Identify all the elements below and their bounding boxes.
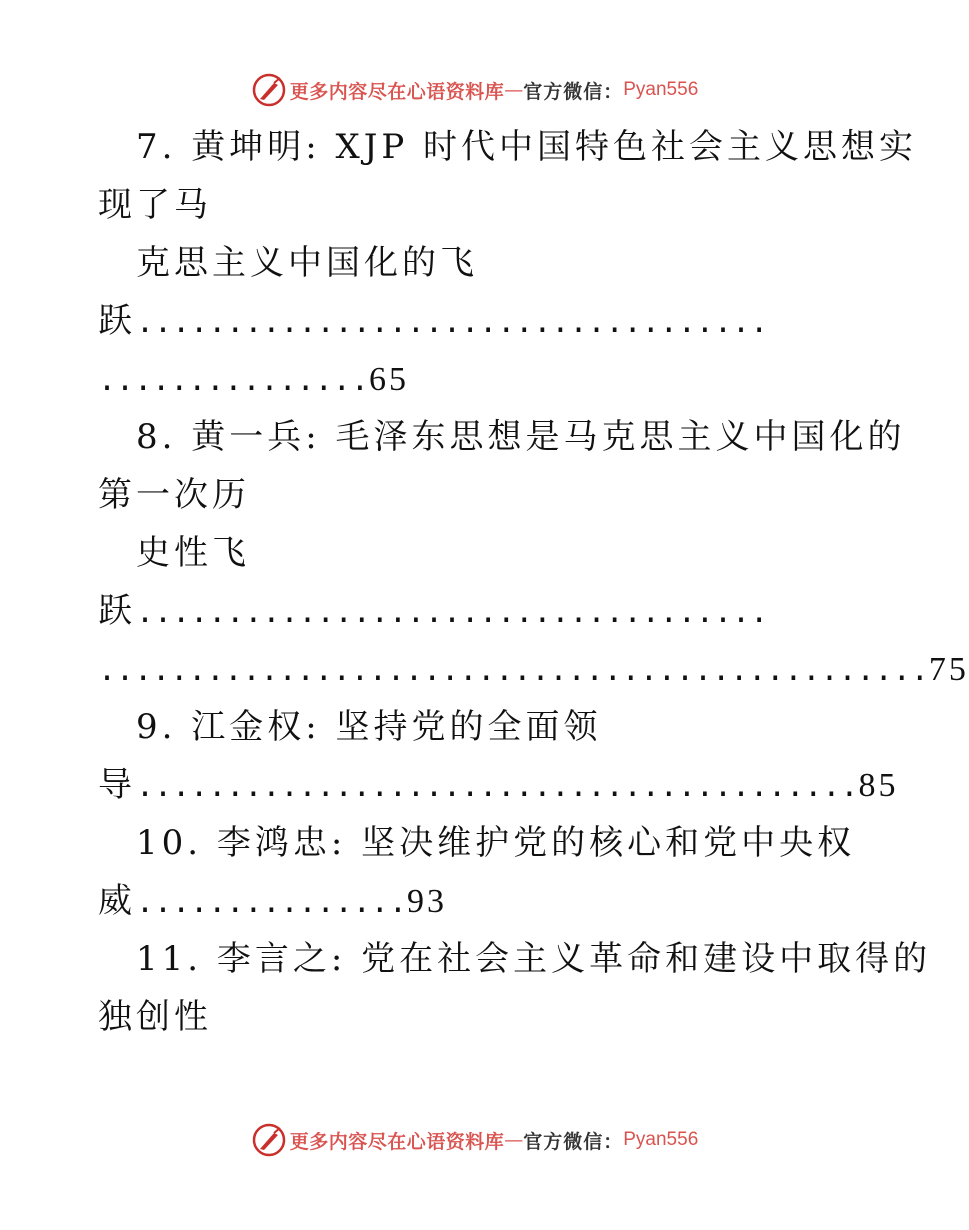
toc-leader-dots: ............... [136, 885, 407, 920]
toc-entry-10-title-tail: 威 [98, 881, 136, 921]
toc-entry-11-title-line2: 独创性 [98, 997, 212, 1037]
toc-entry-8-page-line [98, 640, 969, 698]
watermark-sub-text: 官方微信： [523, 1130, 624, 1153]
toc-leader-dots: ................................... [136, 305, 769, 340]
toc-entry-9-title-line1: 9. 江金权: 坚持党的全面领 [136, 707, 602, 747]
toc-entry-7-title-line1: 7. 黄坤明: XJP 时代中国特色社会主义思想实 [136, 127, 918, 167]
watermark-wechat-id: Pyan556 [623, 79, 699, 100]
toc-entry-7-title-tail: 跃 [98, 301, 136, 341]
toc-entry-10-leader-line [98, 872, 447, 930]
toc-entry-8-page-number: 75 [928, 651, 969, 688]
toc-entry-9-leader-line [98, 756, 898, 814]
quill-logo-icon [252, 73, 286, 107]
toc-entry-8-title-line1: 8. 黄一兵: 毛泽东思想是马克思主义中国化的 [136, 417, 906, 457]
toc-leader-dots: ........................................ [136, 769, 859, 804]
quill-logo-icon [252, 1123, 286, 1157]
toc-entry-7-title-line3: 克思主义中国化的飞 [136, 243, 478, 283]
footer-watermark [0, 1120, 950, 1160]
toc-entry-11-title-line1: 11. 李言之: 党在社会主义革命和建设中取得的 [136, 939, 932, 979]
watermark-dash: — [504, 79, 524, 101]
toc-entry-7-page-line [98, 350, 409, 408]
watermark-main-text: 更多内容尽在心语资料库 [289, 1130, 505, 1153]
watermark-dash: — [504, 1129, 524, 1151]
toc-entry-8-title-line3: 史性飞 [136, 533, 250, 573]
watermark-wechat-id: Pyan556 [623, 1129, 699, 1150]
toc-entry-8-leader-line [98, 582, 768, 640]
watermark-sub-text: 官方微信： [523, 80, 624, 103]
toc-entry-9-page-number: 85 [858, 767, 899, 804]
watermark-main-text: 更多内容尽在心语资料库 [289, 80, 505, 103]
toc-entry-10-page-number: 93 [406, 883, 447, 920]
toc-entry-10-title-line1: 10. 李鸿忠: 坚决维护党的核心和党中央权 [136, 823, 856, 863]
toc-leader-dots: .............................................. [98, 653, 929, 688]
toc-entry-7-page-number: 65 [368, 361, 409, 398]
toc-leader-dots: ............... [98, 363, 369, 398]
toc-entry-8-title-tail: 跃 [98, 591, 136, 631]
toc-entry-9-title-tail: 导 [98, 765, 136, 805]
toc-entry-8-title-line2: 第一次历 [98, 475, 250, 515]
toc-leader-dots: ................................... [136, 595, 769, 630]
header-watermark [0, 70, 950, 110]
toc-entry-7-leader-line [98, 292, 768, 350]
toc-entry-7-title-line2: 现了马 [98, 185, 212, 225]
